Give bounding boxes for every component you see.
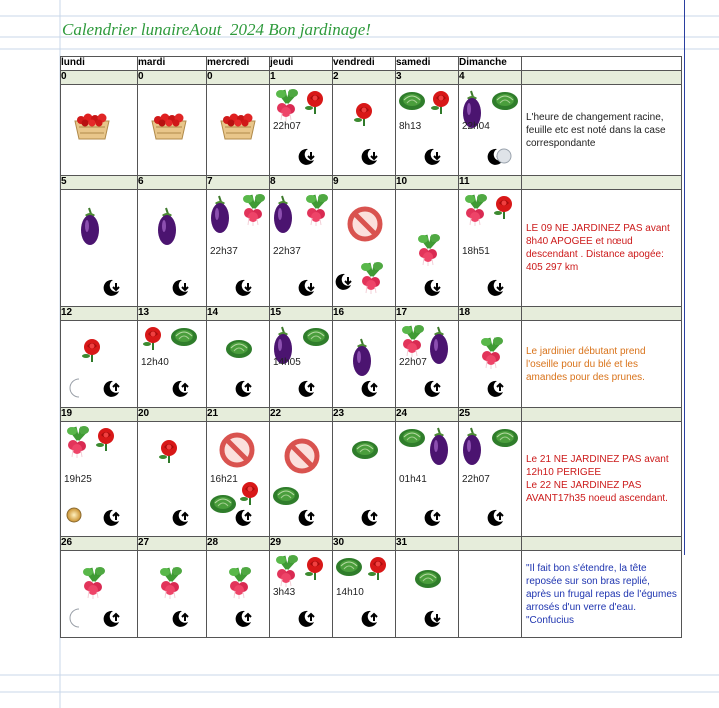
date-number: 4 [459, 71, 522, 85]
change-time: 22h07 [273, 121, 301, 132]
date-number: 11 [459, 176, 522, 190]
cabbage-icon [414, 567, 442, 594]
day-cell [459, 551, 522, 638]
week-row [61, 551, 682, 638]
date-number: 8 [270, 176, 333, 190]
change-time: 22h07 [399, 357, 427, 368]
moon-ascending-icon [235, 508, 253, 531]
cabbage-icon [491, 426, 519, 453]
day-cell [270, 422, 333, 537]
day-cell [207, 321, 270, 408]
radish-icon [79, 567, 109, 604]
moon-ascending-icon [103, 379, 121, 402]
new-moon-icon [495, 147, 513, 170]
eggplant-icon [428, 325, 450, 370]
change-time: 14h10 [336, 587, 364, 598]
eggplant-icon [156, 206, 178, 251]
change-time: 22h07 [462, 474, 490, 485]
week-row [61, 85, 682, 176]
radish-icon [414, 234, 444, 271]
date-number: 24 [396, 408, 459, 422]
moon-descending-icon [298, 147, 316, 170]
date-number: 27 [138, 537, 207, 551]
day-header: samedi [396, 57, 459, 71]
week-note: Le 21 NE JARDINEZ PAS avant 12h10 PERIGEE Le 22 NE JARDINEZ PAS AVANT17h35 noeud ascendant. [526, 454, 669, 504]
lunar-calendar-table [60, 56, 682, 638]
date-number: 14 [207, 307, 270, 321]
week-row [61, 321, 682, 408]
rose-icon [140, 325, 166, 356]
date-number: 23 [333, 408, 396, 422]
crescent-icon [65, 377, 87, 404]
rose-icon [79, 337, 105, 368]
notes-number-cell [522, 307, 682, 321]
date-number: 7 [207, 176, 270, 190]
radish-icon [225, 567, 255, 604]
date-number: 0 [138, 71, 207, 85]
moon-descending-icon [361, 147, 379, 170]
change-time: 01h41 [399, 474, 427, 485]
date-number: 30 [333, 537, 396, 551]
rose-icon [156, 438, 182, 469]
week-note: L'heure de changement racine, feuille etc est noté dans la case correspondante [526, 111, 666, 149]
day-cell [333, 321, 396, 408]
moon-descending-icon [298, 278, 316, 301]
rose-icon [302, 89, 328, 120]
change-time: 22h37 [273, 246, 301, 257]
day-cell [270, 551, 333, 638]
eggplant-icon [272, 194, 294, 239]
strawberry-icon [217, 111, 259, 146]
date-number: 26 [61, 537, 138, 551]
day-header: vendredi [333, 57, 396, 71]
week-note-cell [522, 85, 682, 176]
radish-icon [156, 567, 186, 604]
cabbage-icon [351, 438, 379, 465]
week-row [61, 422, 682, 537]
day-cell [396, 85, 459, 176]
rose-icon [93, 426, 119, 457]
day-cell [138, 190, 207, 307]
week-note-cell [522, 321, 682, 408]
day-cell [396, 321, 459, 408]
moon-ascending-icon [235, 379, 253, 402]
day-header: lundi [61, 57, 138, 71]
week-note: "Il fait bon s'étendre, la tête reposée sur son bras replié, après un frugal repas de l'égumes arrosés d'un verre d'eau. "Confucius [526, 562, 677, 626]
date-number: 10 [396, 176, 459, 190]
radish-icon [357, 262, 387, 299]
cabbage-icon [398, 89, 426, 116]
week-note-cell [522, 551, 682, 638]
day-cell [396, 551, 459, 638]
cabbage-icon [491, 89, 519, 116]
date-number-row [61, 176, 682, 190]
eggplant-icon [461, 426, 483, 471]
moon-descending-icon [335, 272, 353, 295]
rose-icon [302, 555, 328, 586]
cabbage-icon [302, 325, 330, 352]
notes-number-cell [522, 176, 682, 190]
moon-ascending-icon [298, 379, 316, 402]
date-number: 2 [333, 71, 396, 85]
day-cell [459, 321, 522, 408]
date-number: 17 [396, 307, 459, 321]
day-cell [459, 190, 522, 307]
week-row [61, 190, 682, 307]
day-header: mardi [138, 57, 207, 71]
eggplant-icon [428, 426, 450, 471]
notes-number-cell [522, 408, 682, 422]
moon-ascending-icon [172, 609, 190, 632]
day-cell [61, 551, 138, 638]
eggplant-icon [351, 337, 373, 382]
radish-icon [239, 194, 269, 231]
moon-descending-icon [424, 147, 442, 170]
change-time: 3h43 [273, 587, 296, 598]
day-cell [207, 190, 270, 307]
day-cell [270, 321, 333, 408]
day-cell [333, 551, 396, 638]
day-cell [61, 321, 138, 408]
date-number: 19 [61, 408, 138, 422]
strawberry-icon [148, 111, 190, 146]
rose-icon [491, 194, 517, 225]
date-number [459, 537, 522, 551]
day-cell [270, 85, 333, 176]
eggplant-icon [209, 194, 231, 239]
date-number: 28 [207, 537, 270, 551]
notes-header [522, 57, 682, 71]
moon-ascending-icon [361, 379, 379, 402]
date-number: 16 [333, 307, 396, 321]
cabbage-icon [209, 492, 237, 519]
radish-icon [461, 194, 491, 231]
notes-number-cell [522, 71, 682, 85]
forbidden-icon [347, 206, 383, 247]
moon-ascending-icon [361, 609, 379, 632]
change-time: 19h25 [64, 474, 92, 485]
moon-descending-icon [487, 278, 505, 301]
date-number: 21 [207, 408, 270, 422]
moon-ascending-icon [424, 379, 442, 402]
cabbage-icon [398, 426, 426, 453]
day-cell [138, 422, 207, 537]
day-header: jeudi [270, 57, 333, 71]
day-header-row [61, 57, 682, 71]
date-number: 3 [396, 71, 459, 85]
date-number: 29 [270, 537, 333, 551]
change-time: 12h40 [141, 357, 169, 368]
week-note-cell [522, 190, 682, 307]
change-time: 16h21 [210, 474, 238, 485]
forbidden-icon [284, 438, 320, 479]
date-number: 22 [270, 408, 333, 422]
date-number: 15 [270, 307, 333, 321]
change-time: 8h13 [399, 121, 422, 132]
day-cell [138, 85, 207, 176]
date-number: 9 [333, 176, 396, 190]
day-cell [333, 190, 396, 307]
day-cell [207, 422, 270, 537]
cabbage-icon [225, 337, 253, 364]
moon-ascending-icon [172, 508, 190, 531]
day-cell [396, 422, 459, 537]
rose-icon [351, 101, 377, 132]
date-number-row [61, 71, 682, 85]
week-note: Le jardinier débutant prend l'oseille pour du blé et les amandes pour des prunes. [526, 345, 646, 383]
week-note: LE 09 NE JARDINEZ PAS avant 8h40 APOGEE et nœud descendant . Distance apogée: 405 297 km [526, 223, 670, 273]
moon-ascending-icon [235, 609, 253, 632]
day-cell [207, 85, 270, 176]
day-cell [61, 190, 138, 307]
date-number: 18 [459, 307, 522, 321]
day-header: mercredi [207, 57, 270, 71]
moon-descending-icon [235, 278, 253, 301]
day-cell [138, 321, 207, 408]
change-time: 18h51 [462, 246, 490, 257]
day-cell [207, 551, 270, 638]
moon-ascending-icon [487, 508, 505, 531]
moon-descending-icon [424, 609, 442, 632]
rose-icon [365, 555, 391, 586]
day-cell [333, 422, 396, 537]
date-number: 0 [207, 71, 270, 85]
date-number: 12 [61, 307, 138, 321]
day-cell [459, 422, 522, 537]
date-number: 25 [459, 408, 522, 422]
day-cell [61, 422, 138, 537]
moon-ascending-icon [487, 379, 505, 402]
day-cell [333, 85, 396, 176]
crescent-waning-icon [65, 607, 87, 634]
day-header: Dimanche [459, 57, 522, 71]
week-note-cell [522, 422, 682, 537]
moon-descending-icon [103, 278, 121, 301]
notes-number-cell [522, 537, 682, 551]
moon-ascending-icon [103, 609, 121, 632]
date-number-row [61, 307, 682, 321]
moon-ascending-icon [298, 609, 316, 632]
day-cell [396, 190, 459, 307]
date-number: 1 [270, 71, 333, 85]
radish-icon [477, 337, 507, 374]
change-time: 22h04 [462, 121, 490, 132]
moon-ascending-icon [298, 508, 316, 531]
change-time: 14h05 [273, 357, 301, 368]
date-number: 5 [61, 176, 138, 190]
strawberry-icon [71, 111, 113, 146]
cabbage-icon [335, 555, 363, 582]
date-number: 31 [396, 537, 459, 551]
cabbage-icon [170, 325, 198, 352]
date-number: 6 [138, 176, 207, 190]
date-number: 0 [61, 71, 138, 85]
print-area-border [680, 0, 685, 555]
date-number: 20 [138, 408, 207, 422]
rose-icon [237, 480, 263, 511]
day-cell [459, 85, 522, 176]
rose-icon [428, 89, 454, 120]
eggplant-icon [79, 206, 101, 251]
calendar-title: Calendrier lunaireAout 2024 Bon jardinage! [62, 20, 371, 39]
date-number-row [61, 537, 682, 551]
moon-ascending-icon [361, 508, 379, 531]
radish-icon [302, 194, 332, 231]
date-number: 13 [138, 307, 207, 321]
moon-ascending-icon [103, 508, 121, 531]
day-cell [138, 551, 207, 638]
radish-icon [63, 426, 93, 463]
moon-ascending-icon [424, 508, 442, 531]
cabbage-icon [272, 484, 300, 511]
day-cell [270, 190, 333, 307]
moon-descending-icon [172, 278, 190, 301]
full-moon-icon [65, 506, 83, 529]
change-time: 22h37 [210, 246, 238, 257]
moon-ascending-icon [172, 379, 190, 402]
day-cell [61, 85, 138, 176]
date-number-row [61, 408, 682, 422]
forbidden-icon [219, 432, 255, 473]
moon-descending-icon [424, 278, 442, 301]
